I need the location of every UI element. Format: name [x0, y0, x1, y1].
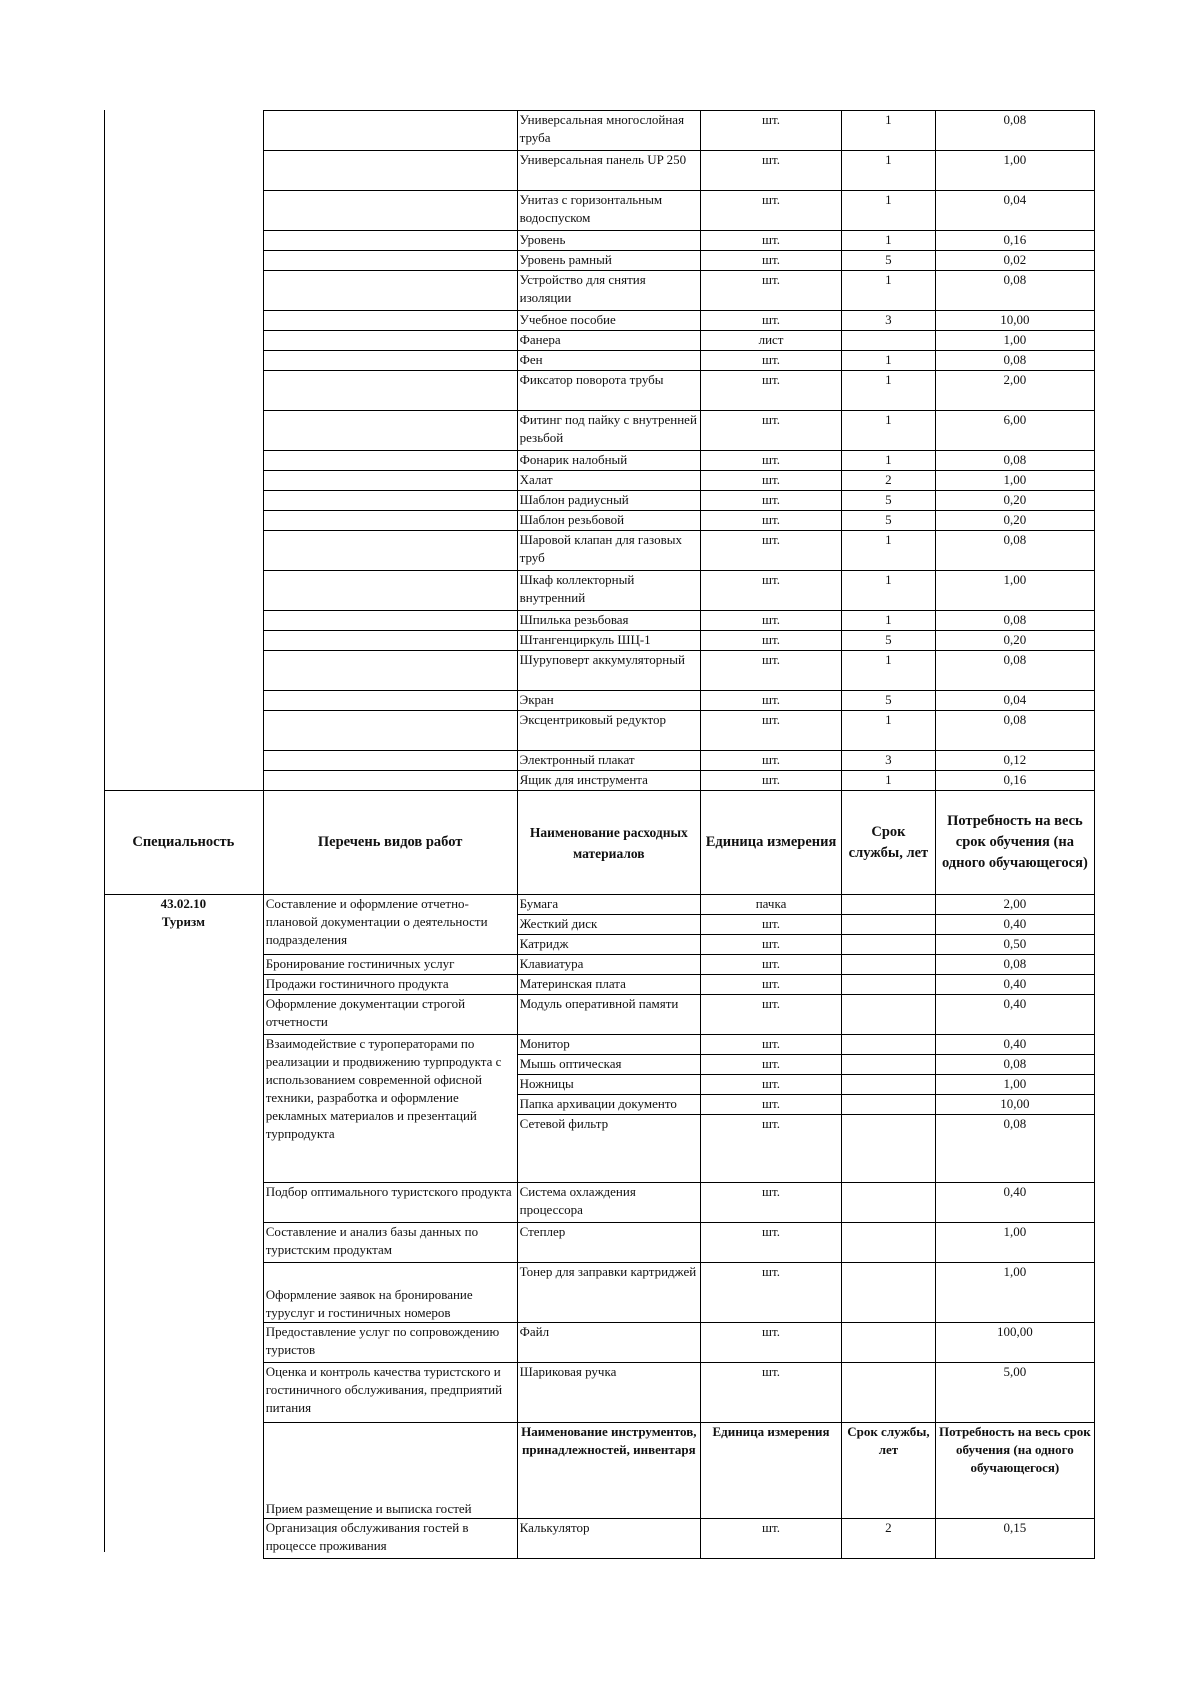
table-row — [104, 531, 1095, 571]
item-need: 0,16 — [935, 231, 1094, 251]
specialty-cell — [104, 895, 263, 1559]
item-need: 6,00 — [935, 411, 1094, 451]
item-name: Универсальная панель UP 250 — [517, 151, 700, 191]
material-life — [842, 1263, 936, 1323]
material-life — [842, 955, 936, 975]
material-name: Клавиатура — [517, 955, 700, 975]
work-type: Продажи гостиничного продукта — [263, 975, 517, 995]
item-need: 0,08 — [935, 651, 1094, 691]
material-unit: шт. — [701, 1223, 842, 1263]
item-name: Уровень рамный — [517, 251, 700, 271]
item-name: Халат — [517, 471, 700, 491]
norms-table — [104, 110, 1095, 1559]
material-need: 0,08 — [935, 1115, 1094, 1183]
table-row — [104, 651, 1095, 691]
material-name: Материнская плата — [517, 975, 700, 995]
tool-need: 0,15 — [935, 1519, 1094, 1559]
item-need: 0,02 — [935, 251, 1094, 271]
item-name: Шуруповерт аккумуляторный — [517, 651, 700, 691]
material-life — [842, 1075, 936, 1095]
item-need: 0,08 — [935, 451, 1094, 471]
item-life: 1 — [842, 111, 936, 151]
specialty-code: 43.02.10 — [160, 896, 207, 911]
material-need: 0,40 — [935, 915, 1094, 935]
table-row — [104, 571, 1095, 611]
material-need: 0,08 — [935, 1055, 1094, 1075]
item-need: 1,00 — [935, 571, 1094, 611]
item-name: Ящик для инструмента — [517, 771, 700, 791]
table-row — [104, 111, 1095, 151]
item-life: 1 — [842, 571, 936, 611]
item-need: 10,00 — [935, 311, 1094, 331]
item-need: 0,08 — [935, 351, 1094, 371]
item-life: 1 — [842, 151, 936, 191]
table-row — [104, 251, 1095, 271]
work-type: Взаимодействие с туроператорами по реализации и продвижению турпродукта с использованием современной офисной техники, разработка и оформление рекламных материалов и презентаций турпродукта — [263, 1035, 517, 1183]
item-name: Шкаф коллекторный внутренний — [517, 571, 700, 611]
item-life — [842, 331, 936, 351]
table-row — [104, 331, 1095, 351]
item-life: 1 — [842, 611, 936, 631]
header-tools: Наименование инструментов, принадлежностей, инвентаря — [517, 1423, 700, 1519]
table-row — [104, 271, 1095, 311]
table-row — [104, 611, 1095, 631]
item-need: 0,20 — [935, 491, 1094, 511]
header-tools-need: Потребность на весь срок обучения (на одного обучающегося) — [935, 1423, 1094, 1519]
item-unit: шт. — [701, 231, 842, 251]
item-life: 1 — [842, 191, 936, 231]
header-materials: Наименование расходных материалов — [517, 791, 700, 895]
table-row — [104, 511, 1095, 531]
item-unit: шт. — [701, 651, 842, 691]
table-row — [104, 691, 1095, 711]
material-life — [842, 1183, 936, 1223]
material-name: Шариковая ручка — [517, 1363, 700, 1423]
item-life: 1 — [842, 711, 936, 751]
table-row — [104, 311, 1095, 331]
work-type: Подбор оптимального туристского продукта — [263, 1183, 517, 1223]
material-need: 0,40 — [935, 1035, 1094, 1055]
item-name: Уровень — [517, 231, 700, 251]
table-row — [104, 151, 1095, 191]
table-row — [104, 371, 1095, 411]
item-unit: шт. — [701, 571, 842, 611]
work-type: Составление и оформление отчетно-плановой документации о деятельности подразделения — [263, 895, 517, 955]
table-row — [104, 471, 1095, 491]
item-need: 0,20 — [935, 631, 1094, 651]
work-type: Оформление документации строгой отчетности — [263, 995, 517, 1035]
item-need: 0,08 — [935, 711, 1094, 751]
material-life — [842, 975, 936, 995]
material-unit: шт. — [701, 1363, 842, 1423]
item-unit: шт. — [701, 691, 842, 711]
item-life: 3 — [842, 751, 936, 771]
material-need: 1,00 — [935, 1075, 1094, 1095]
header-life: Срок службы, лет — [842, 791, 936, 895]
item-need: 0,08 — [935, 531, 1094, 571]
item-need: 0,08 — [935, 611, 1094, 631]
work-type: Организация обслуживания гостей в процессе проживания — [263, 1519, 517, 1559]
material-need: 5,00 — [935, 1363, 1094, 1423]
table-row — [104, 451, 1095, 471]
item-unit: лист — [701, 331, 842, 351]
item-need: 0,04 — [935, 691, 1094, 711]
item-name: Фонарик налобный — [517, 451, 700, 471]
material-life — [842, 1035, 936, 1055]
material-life — [842, 1095, 936, 1115]
item-name: Шаровой клапан для газовых труб — [517, 531, 700, 571]
material-name: Файл — [517, 1323, 700, 1363]
table-row — [104, 711, 1095, 751]
item-name: Штангенциркуль ШЦ-1 — [517, 631, 700, 651]
item-life: 1 — [842, 271, 936, 311]
material-name: Жесткий диск — [517, 915, 700, 935]
material-unit: шт. — [701, 915, 842, 935]
item-name: Учебное пособие — [517, 311, 700, 331]
item-unit: шт. — [701, 251, 842, 271]
item-name: Фиксатор поворота трубы — [517, 371, 700, 411]
material-unit: шт. — [701, 995, 842, 1035]
item-unit: шт. — [701, 751, 842, 771]
item-unit: шт. — [701, 531, 842, 571]
tool-name: Калькулятор — [517, 1519, 700, 1559]
item-unit: шт. — [701, 151, 842, 191]
material-need: 0,40 — [935, 995, 1094, 1035]
item-unit: шт. — [701, 771, 842, 791]
material-life — [842, 995, 936, 1035]
header-need: Потребность на весь срок обучения (на одного обучающегося) — [935, 791, 1094, 895]
material-need: 1,00 — [935, 1263, 1094, 1323]
item-need: 0,08 — [935, 111, 1094, 151]
item-name: Шаблон резьбовой — [517, 511, 700, 531]
table-row — [104, 771, 1095, 791]
item-unit: шт. — [701, 371, 842, 411]
material-name: Катридж — [517, 935, 700, 955]
material-unit: шт. — [701, 1055, 842, 1075]
item-unit: шт. — [701, 191, 842, 231]
material-name: Папка архивации документо — [517, 1095, 700, 1115]
table-row — [104, 895, 1095, 915]
item-name: Шпилька резьбовая — [517, 611, 700, 631]
item-need: 0,20 — [935, 511, 1094, 531]
material-need: 0,50 — [935, 935, 1094, 955]
material-need: 2,00 — [935, 895, 1094, 915]
item-life: 5 — [842, 691, 936, 711]
material-name: Монитор — [517, 1035, 700, 1055]
material-unit: шт. — [701, 1115, 842, 1183]
item-life: 1 — [842, 371, 936, 411]
work-type: Прием размещение и выписка гостей — [263, 1423, 517, 1519]
material-name: Система охлаждения процессора — [517, 1183, 700, 1223]
table-row — [104, 351, 1095, 371]
table-row — [104, 231, 1095, 251]
item-life: 1 — [842, 771, 936, 791]
item-unit: шт. — [701, 511, 842, 531]
tool-unit: шт. — [701, 1519, 842, 1559]
item-life: 1 — [842, 351, 936, 371]
table-header-row — [104, 791, 1095, 895]
material-life — [842, 1363, 936, 1423]
material-need: 1,00 — [935, 1223, 1094, 1263]
item-life: 5 — [842, 491, 936, 511]
work-type: Оформление заявок на бронирование туруслуг и гостиничных номеров — [263, 1263, 517, 1323]
material-unit: шт. — [701, 1075, 842, 1095]
material-unit: шт. — [701, 1323, 842, 1363]
header-specialty: Специальность — [104, 791, 263, 895]
item-name: Фен — [517, 351, 700, 371]
item-need: 0,08 — [935, 271, 1094, 311]
item-unit: шт. — [701, 491, 842, 511]
item-name: Устройство для снятия изоляции — [517, 271, 700, 311]
table-row — [104, 191, 1095, 231]
material-life — [842, 895, 936, 915]
material-unit: шт. — [701, 1095, 842, 1115]
material-life — [842, 915, 936, 935]
material-need: 100,00 — [935, 1323, 1094, 1363]
work-type: Бронирование гостиничных услуг — [263, 955, 517, 975]
material-name: Бумага — [517, 895, 700, 915]
item-unit: шт. — [701, 631, 842, 651]
work-type: Предоставление услуг по сопровождению туристов — [263, 1323, 517, 1363]
material-life — [842, 1223, 936, 1263]
item-unit: шт. — [701, 411, 842, 451]
item-unit: шт. — [701, 471, 842, 491]
item-life: 1 — [842, 651, 936, 691]
work-type: Оценка и контроль качества туристского и гостиничного обслуживания, предприятий питания — [263, 1363, 517, 1423]
material-name: Мышь оптическая — [517, 1055, 700, 1075]
item-life: 1 — [842, 451, 936, 471]
material-life — [842, 1323, 936, 1363]
item-name: Универсальная многослойная труба — [517, 111, 700, 151]
material-name: Степлер — [517, 1223, 700, 1263]
material-life — [842, 1115, 936, 1183]
item-life: 2 — [842, 471, 936, 491]
material-unit: шт. — [701, 935, 842, 955]
item-name: Шаблон радиусный — [517, 491, 700, 511]
item-life: 1 — [842, 531, 936, 571]
material-need: 0,40 — [935, 1183, 1094, 1223]
material-unit: шт. — [701, 975, 842, 995]
material-life — [842, 935, 936, 955]
work-type: Составление и анализ базы данных по туристским продуктам — [263, 1223, 517, 1263]
material-name: Сетевой фильтр — [517, 1115, 700, 1183]
material-unit: шт. — [701, 1263, 842, 1323]
tool-life: 2 — [842, 1519, 936, 1559]
item-need: 0,04 — [935, 191, 1094, 231]
item-unit: шт. — [701, 351, 842, 371]
item-life: 5 — [842, 251, 936, 271]
material-unit: шт. — [701, 1035, 842, 1055]
item-need: 2,00 — [935, 371, 1094, 411]
item-need: 0,12 — [935, 751, 1094, 771]
item-life: 3 — [842, 311, 936, 331]
item-name: Эксцентриковый редуктор — [517, 711, 700, 751]
material-unit: шт. — [701, 1183, 842, 1223]
table-row — [104, 411, 1095, 451]
material-unit: шт. — [701, 955, 842, 975]
material-need: 0,40 — [935, 975, 1094, 995]
item-unit: шт. — [701, 611, 842, 631]
item-name: Унитаз с горизонтальным водоспуском — [517, 191, 700, 231]
item-need: 1,00 — [935, 151, 1094, 191]
material-unit: пачка — [701, 895, 842, 915]
item-name: Фитинг под пайку с внутренней резьбой — [517, 411, 700, 451]
material-need: 10,00 — [935, 1095, 1094, 1115]
material-name: Модуль оперативной памяти — [517, 995, 700, 1035]
header-tools-unit: Единица измерения — [701, 1423, 842, 1519]
item-unit: шт. — [701, 451, 842, 471]
item-name: Фанера — [517, 331, 700, 351]
item-life: 1 — [842, 411, 936, 451]
specialty-name: Туризм — [161, 914, 205, 929]
item-name: Электронный плакат — [517, 751, 700, 771]
material-need: 0,08 — [935, 955, 1094, 975]
item-need: 1,00 — [935, 331, 1094, 351]
item-need: 1,00 — [935, 471, 1094, 491]
item-name: Экран — [517, 691, 700, 711]
material-name: Тонер для заправки картриджей — [517, 1263, 700, 1323]
item-life: 5 — [842, 511, 936, 531]
material-life — [842, 1055, 936, 1075]
item-unit: шт. — [701, 311, 842, 331]
item-need: 0,16 — [935, 771, 1094, 791]
item-unit: шт. — [701, 271, 842, 311]
material-name: Ножницы — [517, 1075, 700, 1095]
item-life: 1 — [842, 231, 936, 251]
header-unit: Единица измерения — [701, 791, 842, 895]
header-tools-life: Срок службы, лет — [842, 1423, 936, 1519]
header-works: Перечень видов работ — [263, 791, 517, 895]
item-unit: шт. — [701, 111, 842, 151]
table-row — [104, 751, 1095, 771]
table-row — [104, 631, 1095, 651]
item-life: 5 — [842, 631, 936, 651]
item-unit: шт. — [701, 711, 842, 751]
table-row — [104, 491, 1095, 511]
